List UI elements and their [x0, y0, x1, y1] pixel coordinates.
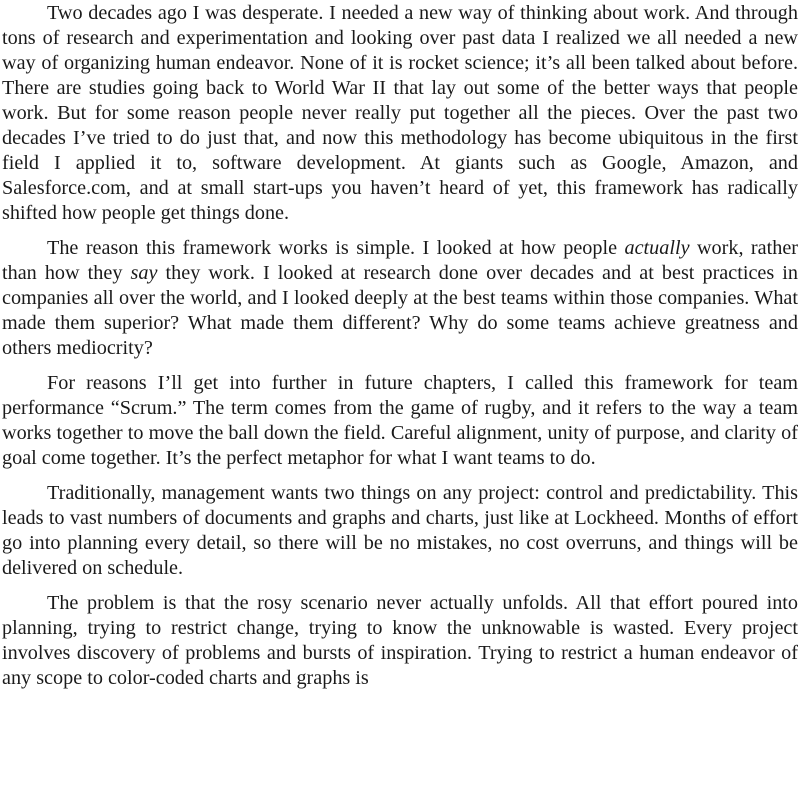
- paragraph-2-text-b: work, rather than how they: [2, 237, 799, 284]
- paragraph-2-text-c: they work. I looked at research done over decades and at best practices in companies all over the world, and I looked deeply at the best teams within those companies. What made them superior? What made them different? Why do some teams achieve greatness and others mediocrity?: [2, 262, 799, 359]
- paragraph-5: [2, 591, 798, 691]
- paragraph-3: [2, 371, 798, 471]
- paragraph-5-text: The problem is that the rosy scenario never actually unfolds. All that effort poured into planning, trying to restrict change, trying to know the unknowable is wasted. Every project involves discovery of problems and bursts of inspiration. Trying to restrict a human endeavor of any scope to color-coded charts and graphs is: [2, 592, 798, 689]
- paragraph-4: [2, 481, 798, 581]
- paragraph-2-text-a: The reason this framework works is simple. I looked at how people: [47, 237, 625, 259]
- paragraph-2: [2, 236, 798, 361]
- paragraph-2-emphasis-say: say: [130, 262, 158, 284]
- paragraph-4-text: Traditionally, management wants two things on any project: control and predictability. This leads to vast numbers of documents and graphs and charts, just like at Lockheed. Months of effort go into planning every detail, so there will be no mistakes, no cost overruns, and things will be delivered on schedule.: [2, 482, 798, 579]
- paragraph-1: [2, 1, 798, 226]
- paragraph-1-text: Two decades ago I was desperate. I needed a new way of thinking about work. And through tons of research and experimentation and looking over past data I realized we all needed a new way of organizing human endeavor. None of it is rocket science; it’s all been talked about before. There are studies going back to World War II that lay out some of the better ways that people work. But for some reason people never really put together all the pieces. Over the past two decades I’ve tried to do just that, and now this methodology has become ubiquitous in the first field I applied it to, software development. At giants such as Google, Amazon, and Salesforce.com, and at small start-ups you haven’t heard of yet, this framework has radically shifted how people get things done.: [2, 2, 798, 224]
- paragraph-2-emphasis-actually: actually: [624, 237, 690, 259]
- paragraph-3-text: For reasons I’ll get into further in future chapters, I called this framework for team performance “Scrum.” The term comes from the game of rugby, and it refers to the way a team works together to move the ball down the field. Careful alignment, unity of purpose, and clarity of goal come together. It’s the perfect metaphor for what I want teams to do.: [2, 372, 798, 469]
